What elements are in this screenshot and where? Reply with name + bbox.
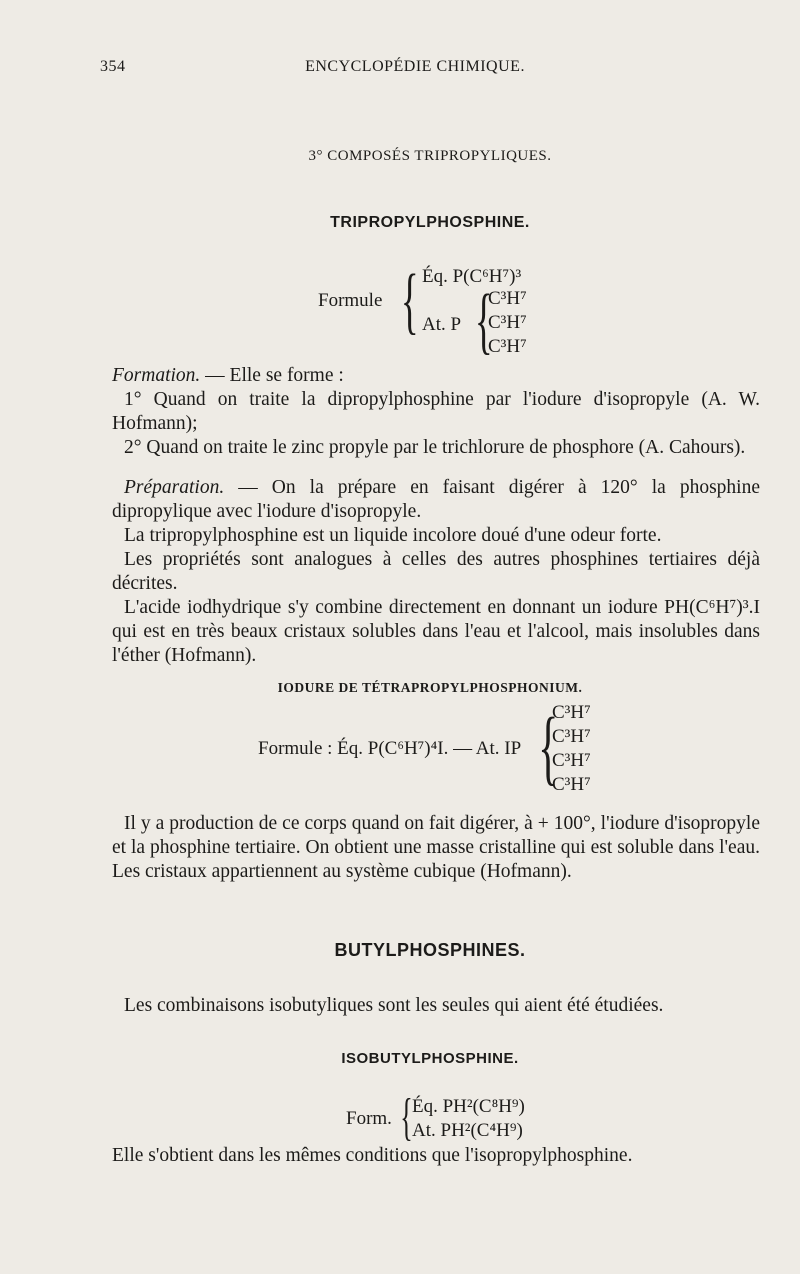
iodure-group-1: C³H⁷ [552,702,591,723]
running-title: ENCYCLOPÉDIE CHIMIQUE. [305,58,525,75]
butylphosphines-heading: BUTYLPHOSPHINES. [334,940,526,960]
page-number: 354 [100,58,126,75]
isobutyl-paragraph: Elle s'obtient dans les mêmes conditions que l'isopropylphosphine. [112,1145,633,1166]
section-heading: 3° COMPOSÉS TRIPROPYLIQUES. [308,148,552,164]
group-1: C³H⁷ [488,288,527,309]
iodure-group-2: C³H⁷ [552,726,591,747]
preparation-label: Préparation. [124,477,225,498]
formula-label: Formule [318,290,383,311]
brace-left: { [400,260,419,342]
group-3: C³H⁷ [488,336,527,357]
iodure-group-4: C³H⁷ [552,774,591,795]
formation-label: Formation. [112,365,201,386]
iodure-formula [258,702,618,798]
formula-atomic: At. P [422,314,462,335]
tripropylphosphine-formula [318,262,578,360]
formation-paragraph [112,364,760,388]
preparation-paragraph [112,476,760,524]
tripropylphosphine-heading: TRIPROPYLPHOSPHINE. [330,214,530,231]
brace-inner: { [474,280,493,362]
description-paragraph: La tripropylphosphine est un liquide incolore doué d'une odeur forte. [124,525,662,546]
isobutyl-formula [346,1089,586,1146]
iodure-paragraph: Il y a production de ce corps quand on fait digérer, à + 100°, l'iodure d'isopropyle et la phosphine tertiaire. On obtient une masse cristalline qui est soluble dans l'eau. Les cristaux appartiennent au système cubique (Hofmann). [112,813,760,882]
formula-equivalent: Éq. P(C⁶H⁷)³ [422,266,522,287]
formation-intro: — Elle se forme : [200,365,344,386]
isobutyl-formula-label: Form. [346,1108,392,1129]
isobutylphosphine-heading: ISOBUTYLPHOSPHINE. [341,1050,519,1067]
iodure-heading: IODURE DE TÉTRAPROPYLPHOSPHONIUM. [277,680,583,695]
butyl-paragraph: Les combinaisons isobutyliques sont les seules qui aient été étudiées. [124,995,664,1016]
running-header [100,58,730,80]
iodhydric-paragraph: L'acide iodhydrique s'y combine directement en donnant un iodure PH(C⁶H⁷)³.I qui est en très beaux cristaux solubles dans l'eau et l'alcool, mais insolubles dans l'éther (Hofmann). [112,597,760,666]
group-2: C³H⁷ [488,312,527,333]
isobutyl-formula-atomic: At. PH²(C⁴H⁹) [412,1120,523,1141]
brace-isobutyl: { [400,1089,413,1146]
brace-iodure: { [538,701,559,794]
iodure-formula-text: Formule : Éq. P(C⁶H⁷)⁴I. — At. IP [258,738,522,759]
iodure-group-3: C³H⁷ [552,750,591,771]
properties-paragraph: Les propriétés sont analogues à celles des autres phosphines tertiaires déjà décrites. [112,549,760,594]
formation-item-1: 1° Quand on traite la dipropylphosphine par l'iodure d'isopropyle (A. W. Hofmann); [112,389,760,434]
isobutyl-formula-equivalent: Éq. PH²(C⁸H⁹) [412,1096,525,1117]
formation-item-2: 2° Quand on traite le zinc propyle par le trichlorure de phosphore (A. Cahours). [124,437,746,458]
preparation-text: — On la prépare en faisant digérer à 120° la phosphine dipropylique avec l'iodure d'isopropyle. [112,477,760,522]
